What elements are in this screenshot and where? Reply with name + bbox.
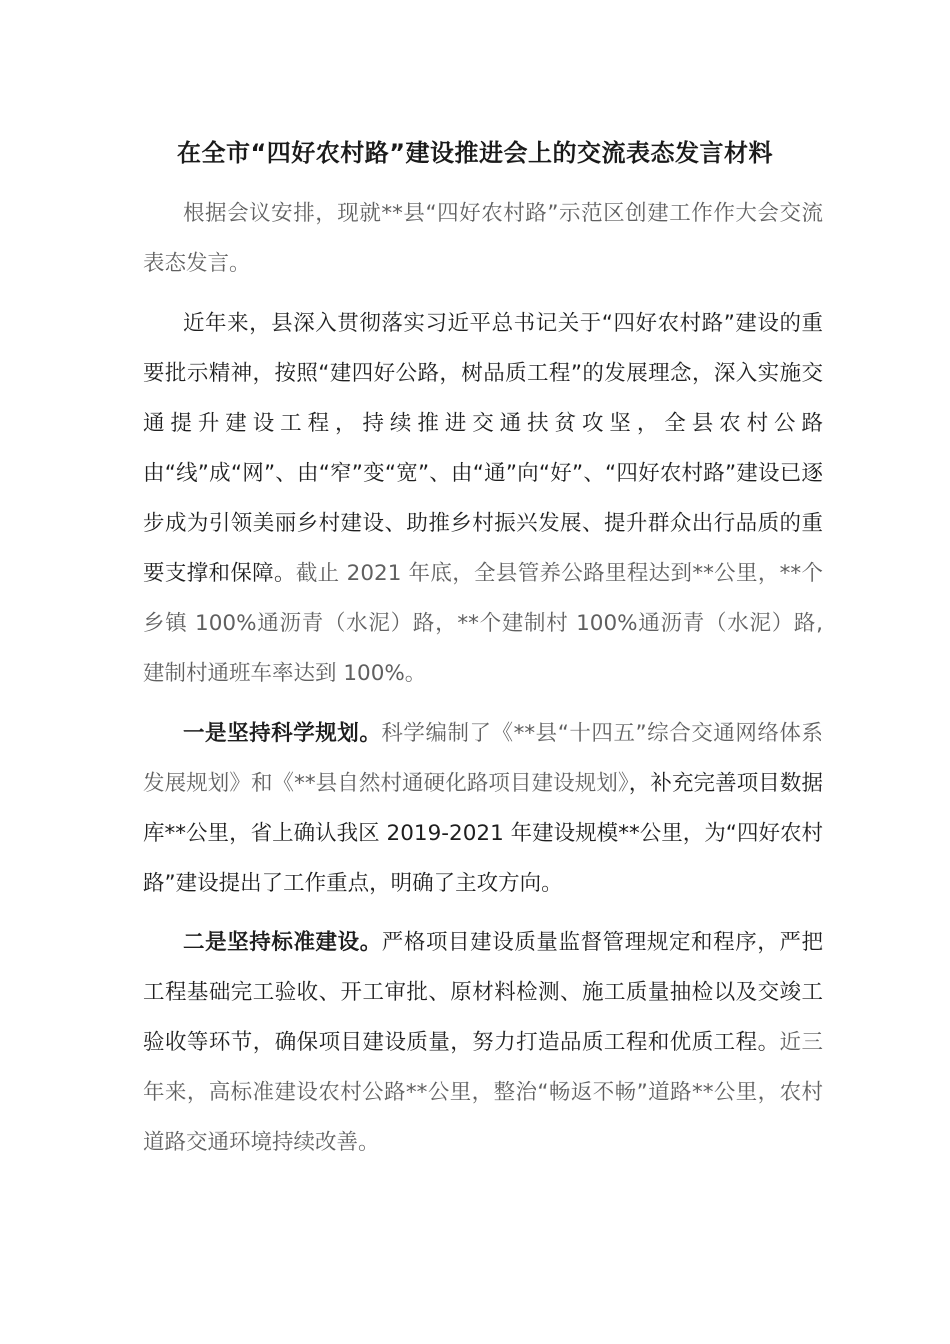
paragraph-planning-body: 科学编制了《**县“十四五”综合交通网络体	[381, 721, 802, 746]
paragraph-intro-text: 根据会议安排，现就**县“四好农村路”示范区创建工作作大会交流表态发言。	[143, 201, 823, 276]
paragraph-planning-rest: ，补充完善项目数据库**公里，省上确认我区 2019-2021 年建设规模**公里，为“四好农村路”建设提出了工作重点，明确了主攻方向。	[143, 771, 823, 896]
paragraph-background	[143, 299, 823, 699]
paragraph-background-body: 近年来，县深入贯彻落实习近平总书记关于“四好农村路”建设的重要批示精神，按照“建四好公路，树品质工程”的发展理念，深入实施交通提升建设工程，持续推进交通扶贫攻坚，全县农村公路由“线”成“网”、由“窄”变“宽”、由“通”向“好”、“四好农村路”建设已逐步成为引领美丽乡村建设、助推乡村振兴发展、提升群众出行品质的重要支撑和保障。	[143, 311, 823, 586]
paragraph-standards-results: 近三年来，高标准建设农村公路**公里，整治“畅返不畅”道路**公里，农村道路交通环境持续改善。	[143, 1030, 823, 1155]
paragraph-background-stats: 截止 2021 年底，全县管养公路里程达到**公里，**个乡镇 100%通沥青（水泥）路，**个建制村 100%通沥青（水泥）路,建制村通班车率达到 100%。	[143, 561, 823, 686]
paragraph-intro	[143, 189, 823, 289]
paragraph-standards-heading: 二是坚持标准建设。	[183, 930, 382, 955]
document-title: 在全市“四好农村路”建设推进会上的交流表态发言材料	[176, 139, 774, 167]
paragraph-planning-heading: 一是坚持科学规划。	[183, 721, 382, 746]
paragraph-standards	[143, 918, 823, 1168]
paragraph-standards-body: 严格项目建设质量监督管理规定和程序，严把工程基础完工验收、开工审批、原材料检测、施工质量抽检以及交竣工验收等环节，确保项目建设质量，努力打造品质工程和优质工程。	[143, 930, 823, 1055]
paragraph-planning	[143, 709, 823, 909]
paragraph-planning-plan: 系发展规划》和《**县自然村通硬化路项目建设规划》	[143, 721, 823, 796]
